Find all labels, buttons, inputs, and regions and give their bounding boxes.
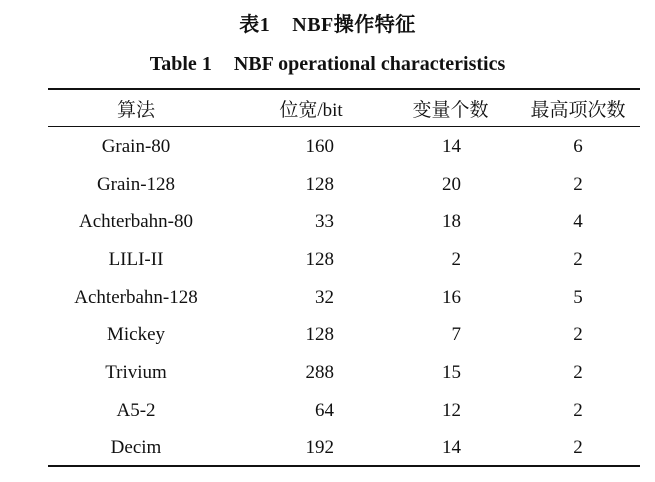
table-title-en-number: 1: [201, 53, 212, 75]
degree-cell: 2: [573, 324, 583, 346]
bitwidth-cell: 128: [305, 173, 334, 195]
table-title-en-text: NBF operational characteristics: [233, 53, 506, 75]
variables-cell: 15: [442, 361, 461, 383]
algorithm-cell: Decim: [110, 437, 162, 459]
table-header-rule: [48, 126, 640, 127]
algorithm-cell: Trivium: [105, 361, 167, 383]
column-header-variables: 变量个数: [412, 99, 489, 121]
algorithm-cell: Grain-128: [96, 173, 176, 195]
bitwidth-cell: 128: [305, 248, 334, 270]
table-title-chinese: [0, 10, 655, 40]
degree-cell: 5: [573, 286, 583, 308]
bitwidth-cell: 288: [305, 361, 334, 383]
table-row: [48, 203, 640, 241]
table-row: [48, 128, 640, 166]
table-title-cn-number: 1: [259, 14, 271, 36]
variables-cell: 18: [442, 211, 461, 233]
table-body: [48, 128, 640, 467]
variables-cell: 12: [442, 399, 461, 421]
table-row: [48, 430, 640, 468]
degree-cell: 2: [573, 437, 583, 459]
table-row: [48, 279, 640, 317]
variables-cell: 14: [442, 135, 461, 157]
algorithm-cell: Achterbahn-128: [74, 286, 198, 308]
table-row: [48, 354, 640, 392]
degree-cell: 6: [573, 135, 583, 157]
table-title-english: [0, 50, 655, 78]
degree-cell: 2: [573, 173, 583, 195]
variables-cell: 7: [451, 324, 461, 346]
variables-cell: 16: [442, 286, 461, 308]
bitwidth-cell: 192: [305, 437, 334, 459]
degree-cell: 4: [573, 211, 583, 233]
degree-cell: 2: [573, 361, 583, 383]
table-title-cn-text: NBF操作特征: [292, 14, 416, 36]
variables-cell: 20: [442, 173, 461, 195]
table-row: [48, 241, 640, 279]
bitwidth-cell: 32: [315, 286, 334, 308]
algorithm-cell: Grain-80: [101, 135, 171, 157]
table-row: [48, 392, 640, 430]
algorithm-cell: Mickey: [106, 324, 166, 346]
table-title-cn-label: 表: [239, 14, 260, 36]
degree-cell: 2: [573, 248, 583, 270]
bitwidth-cell: 33: [315, 211, 334, 233]
table-row: [48, 166, 640, 204]
variables-cell: 14: [442, 437, 461, 459]
algorithm-cell: LILI-II: [108, 248, 164, 270]
bitwidth-cell: 160: [305, 135, 334, 157]
table-header-row: [48, 90, 640, 126]
bitwidth-cell: 64: [315, 399, 334, 421]
column-header-degree: 最高项次数: [530, 99, 626, 121]
column-header-bitwidth: 位宽/bit: [279, 99, 343, 121]
nbf-characteristics-table: [48, 90, 640, 459]
degree-cell: 2: [573, 399, 583, 421]
table-row: [48, 316, 640, 354]
bitwidth-cell: 128: [305, 324, 334, 346]
algorithm-cell: A5-2: [116, 399, 156, 421]
table-title-en-label: Table: [149, 53, 197, 75]
column-header-algorithm: 算法: [116, 99, 155, 121]
algorithm-cell: Achterbahn-80: [79, 211, 193, 233]
variables-cell: 2: [451, 248, 461, 270]
